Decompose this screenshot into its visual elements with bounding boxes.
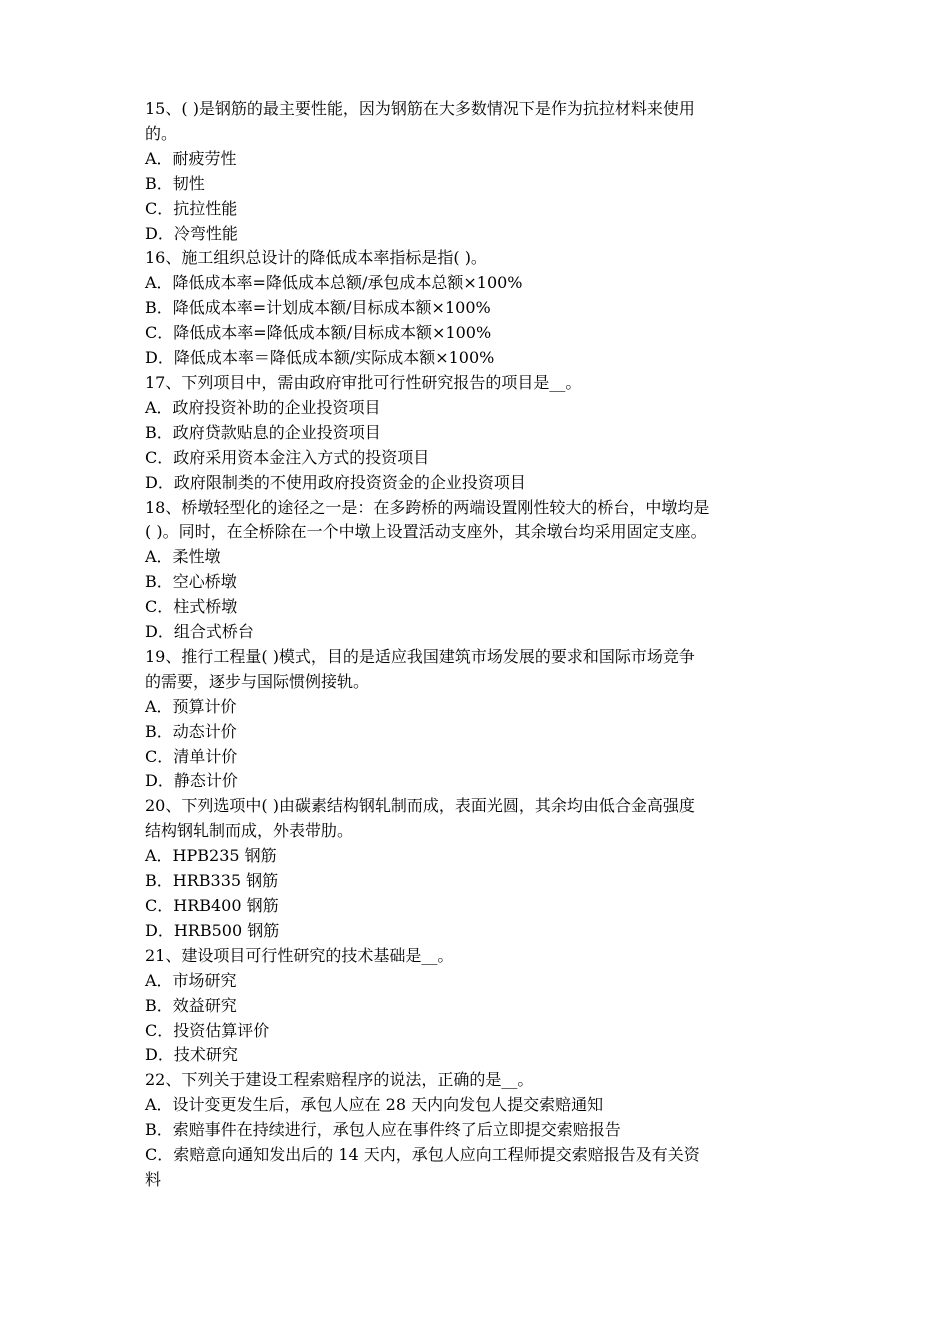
answer-option: A．预算计价 (145, 696, 237, 716)
question-block (145, 496, 825, 645)
answer-option: 料 (145, 1169, 162, 1189)
answer-option: D．政府限制类的不使用政府投资资金的企业投资项目 (145, 472, 526, 492)
answer-option: A．政府投资补助的企业投资项目 (145, 397, 381, 417)
answer-option: C．降低成本率=降低成本额/目标成本额×100% (145, 323, 492, 343)
answer-option: B．韧性 (145, 173, 205, 193)
answer-option: A．HPB235 钢筋 (145, 846, 277, 866)
answer-option: B．效益研究 (145, 995, 237, 1015)
answer-option: A．柔性墩 (145, 547, 221, 567)
question-block (145, 794, 825, 943)
question-stem-line: 16、施工组织总设计的降低成本率指标是指( )。 (145, 248, 487, 268)
answer-option: C．清单计价 (145, 746, 238, 766)
question-block (145, 1068, 825, 1193)
answer-option: D．组合式桥台 (145, 622, 254, 642)
answer-option: C．索赔意向通知发出后的 14 天内，承包人应向工程师提交索赔报告及有关资 (145, 1145, 700, 1165)
answer-option: C．柱式桥墩 (145, 597, 238, 617)
answer-option: B．HRB335 钢筋 (145, 871, 279, 891)
answer-option: D．降低成本率＝降低成本额/实际成本额×100% (145, 348, 495, 368)
question-stem-line: 21、建设项目可行性研究的技术基础是__。 (145, 945, 454, 965)
question-block (145, 246, 825, 371)
answer-option: B．索赔事件在持续进行，承包人应在事件终了后立即提交索赔报告 (145, 1120, 621, 1140)
answer-option: C．政府采用资本金注入方式的投资项目 (145, 447, 430, 467)
answer-option: A．市场研究 (145, 970, 237, 990)
question-stem-line: 的需要，逐步与国际惯例接轨。 (145, 671, 370, 691)
answer-option: D．冷弯性能 (145, 223, 238, 243)
answer-option: C．HRB400 钢筋 (145, 896, 279, 915)
question-stem-line: 15、( )是钢筋的最主要性能，因为钢筋在大多数情况下是作为抗拉材料来使用 (145, 99, 695, 118)
answer-option: B．政府贷款贴息的企业投资项目 (145, 422, 381, 442)
answer-option: D．技术研究 (145, 1045, 238, 1065)
question-stem-line: 20、下列选项中( )由碳素结构钢轧制而成，表面光圆，其余均由低合金高强度 (145, 796, 695, 816)
answer-option: D．HRB500 钢筋 (145, 920, 280, 940)
question-block (145, 97, 825, 246)
answer-option: C．投资估算评价 (145, 1020, 270, 1040)
question-stem-line: 19、推行工程量( )模式，目的是适应我国建筑市场发展的要求和国际市场竞争 (145, 646, 695, 666)
question-block (145, 645, 825, 794)
answer-option: C．抗拉性能 (145, 198, 238, 218)
answer-option: B．动态计价 (145, 721, 237, 741)
question-stem-line: 结构钢轧制而成，外表带肋。 (145, 821, 354, 841)
answer-option: A．耐疲劳性 (145, 148, 237, 168)
question-stem-line: 18、桥墩轻型化的途径之一是：在多跨桥的两端设置刚性较大的桥台，中墩均是 (145, 497, 710, 517)
document-body (145, 97, 825, 1193)
answer-option: B．降低成本率=计划成本额/目标成本额×100% (145, 298, 491, 318)
answer-option: B．空心桥墩 (145, 572, 237, 592)
question-stem-line: 22、下列关于建设工程索赔程序的说法，正确的是__。 (145, 1070, 534, 1090)
answer-option: A．设计变更发生后，承包人应在 28 天内向发包人提交索赔通知 (145, 1095, 604, 1115)
question-stem-line: 17、下列项目中，需由政府审批可行性研究报告的项目是__。 (145, 372, 582, 392)
answer-option: A．降低成本率=降低成本总额/承包成本总额×100% (145, 273, 523, 293)
answer-option: D．静态计价 (145, 771, 238, 791)
question-stem-line: ( )。同时，在全桥除在一个中墩上设置活动支座外，其余墩台均采用固定支座。 (145, 522, 707, 542)
question-stem-line: 的。 (145, 123, 178, 143)
question-block (145, 371, 825, 496)
question-block (145, 944, 825, 1069)
